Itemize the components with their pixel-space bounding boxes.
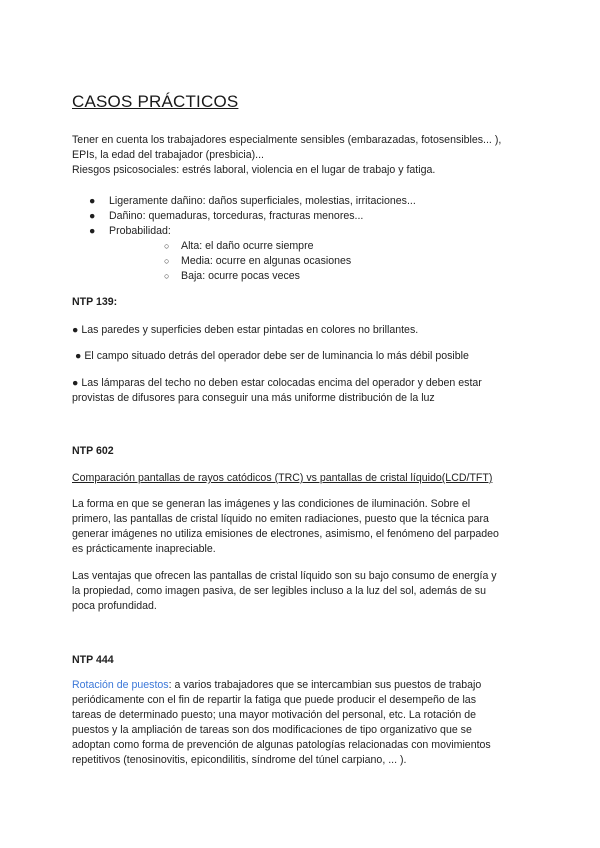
ntp602-heading: NTP 602	[72, 445, 114, 457]
paragraph-line: primero, las pantallas de cristal líquido no emiten radiaciones, puesto que la técnica para	[72, 513, 489, 525]
intro-line: Riesgos psicosociales: estrés laboral, violencia en el lugar de trabajo y fatiga.	[72, 164, 436, 176]
paragraph-line: es prácticamente inapreciable.	[72, 543, 216, 555]
intro-line: EPIs, la edad del trabajador (presbicia)...	[72, 149, 264, 161]
rotation-link[interactable]: Rotación de puestos	[72, 679, 169, 691]
paragraph-line: provistas de difusores para conseguir una más uniforme distribución de la luz	[72, 392, 435, 404]
ntp139-paragraph: ● El campo situado detrás del operador debe ser de luminancia lo más débil posible	[75, 350, 469, 362]
ntp139-heading: NTP 139:	[72, 296, 118, 308]
circle-bullet-icon: ○	[164, 241, 170, 251]
severity-list	[72, 194, 532, 284]
ntp139-paragraph: ● Las paredes y superficies deben estar pintadas en colores no brillantes.	[72, 324, 419, 336]
paragraph-line: ● Las lámparas del techo no deben estar colocadas encima del operador y deben estar	[72, 377, 482, 389]
bullet-icon: ●	[89, 210, 96, 222]
paragraph-line: La forma en que se generan las imágenes y las condiciones de iluminación. Sobre el	[72, 498, 471, 510]
list-item	[72, 224, 532, 284]
ntp139-paragraph	[72, 376, 532, 406]
circle-bullet-icon: ○	[164, 256, 170, 266]
ntp602-subtitle: Comparación pantallas de rayos catódicos (TRC) vs pantallas de cristal líquido(LCD/TFT)	[72, 472, 493, 484]
list-item	[72, 194, 532, 209]
paragraph-line: tareas de determinado puesto; una mayor motivación del personal, etc. La rotación de	[72, 709, 476, 721]
sub-list-item-text: Alta: el daño ocurre siempre	[181, 240, 314, 252]
paragraph-line: Las ventajas que ofrecen las pantallas de cristal líquido son su bajo consumo de energía y	[72, 570, 497, 582]
sub-list-item	[109, 269, 532, 284]
paragraph-line: adoptan como forma de prevención de algunas patologías relacionadas con movimientos	[72, 739, 491, 751]
list-item	[72, 209, 532, 224]
bullet-icon: ●	[89, 225, 96, 237]
intro-line: Tener en cuenta los trabajadores especialmente sensibles (embarazadas, fotosensibles... ),	[72, 134, 502, 146]
page-title: CASOS PRÁCTICOS	[72, 92, 239, 111]
bullet-icon: ●	[89, 195, 96, 207]
ntp602-paragraph	[72, 569, 532, 614]
paragraph-line: repetitivos (tenosinovitis, epicondilitis, síndrome del túnel carpiano, ... ).	[72, 754, 407, 766]
sub-list-item	[109, 254, 532, 269]
paragraph-line: puestos y la ampliación de tareas son dos modificaciones de tipo organizativo que se	[72, 724, 472, 736]
paragraph-line: la propiedad, como imagen pasiva, de ser legibles incluso a la luz del sol, además de su	[72, 585, 486, 597]
list-item-text: Dañino: quemaduras, torceduras, fracturas menores...	[109, 210, 364, 222]
paragraph-line: poca profundidad.	[72, 600, 157, 612]
circle-bullet-icon: ○	[164, 271, 170, 281]
paragraph-line: generar imágenes no utiliza emisiones de electrones, asimismo, el fenómeno del parpadeo	[72, 528, 499, 540]
sub-list-item-text: Media: ocurre en algunas ocasiones	[181, 255, 352, 267]
list-item-text: Probabilidad:	[109, 225, 171, 237]
ntp602-paragraph	[72, 497, 532, 557]
intro-paragraph	[72, 133, 532, 178]
paragraph-line: periódicamente con el fin de repartir la fatiga que puede producir el desempeño de las	[72, 694, 476, 706]
sub-list-item-text: Baja: ocurre pocas veces	[181, 270, 300, 282]
paragraph-text: : a varios trabajadores que se intercambian sus puestos de trabajo	[168, 679, 482, 691]
ntp444-paragraph	[72, 678, 532, 768]
ntp444-heading: NTP 444	[72, 654, 114, 666]
sub-list-item	[109, 239, 532, 254]
list-item-text: Ligeramente dañino: daños superficiales, molestias, irritaciones...	[109, 195, 416, 207]
probability-sublist	[109, 239, 532, 284]
